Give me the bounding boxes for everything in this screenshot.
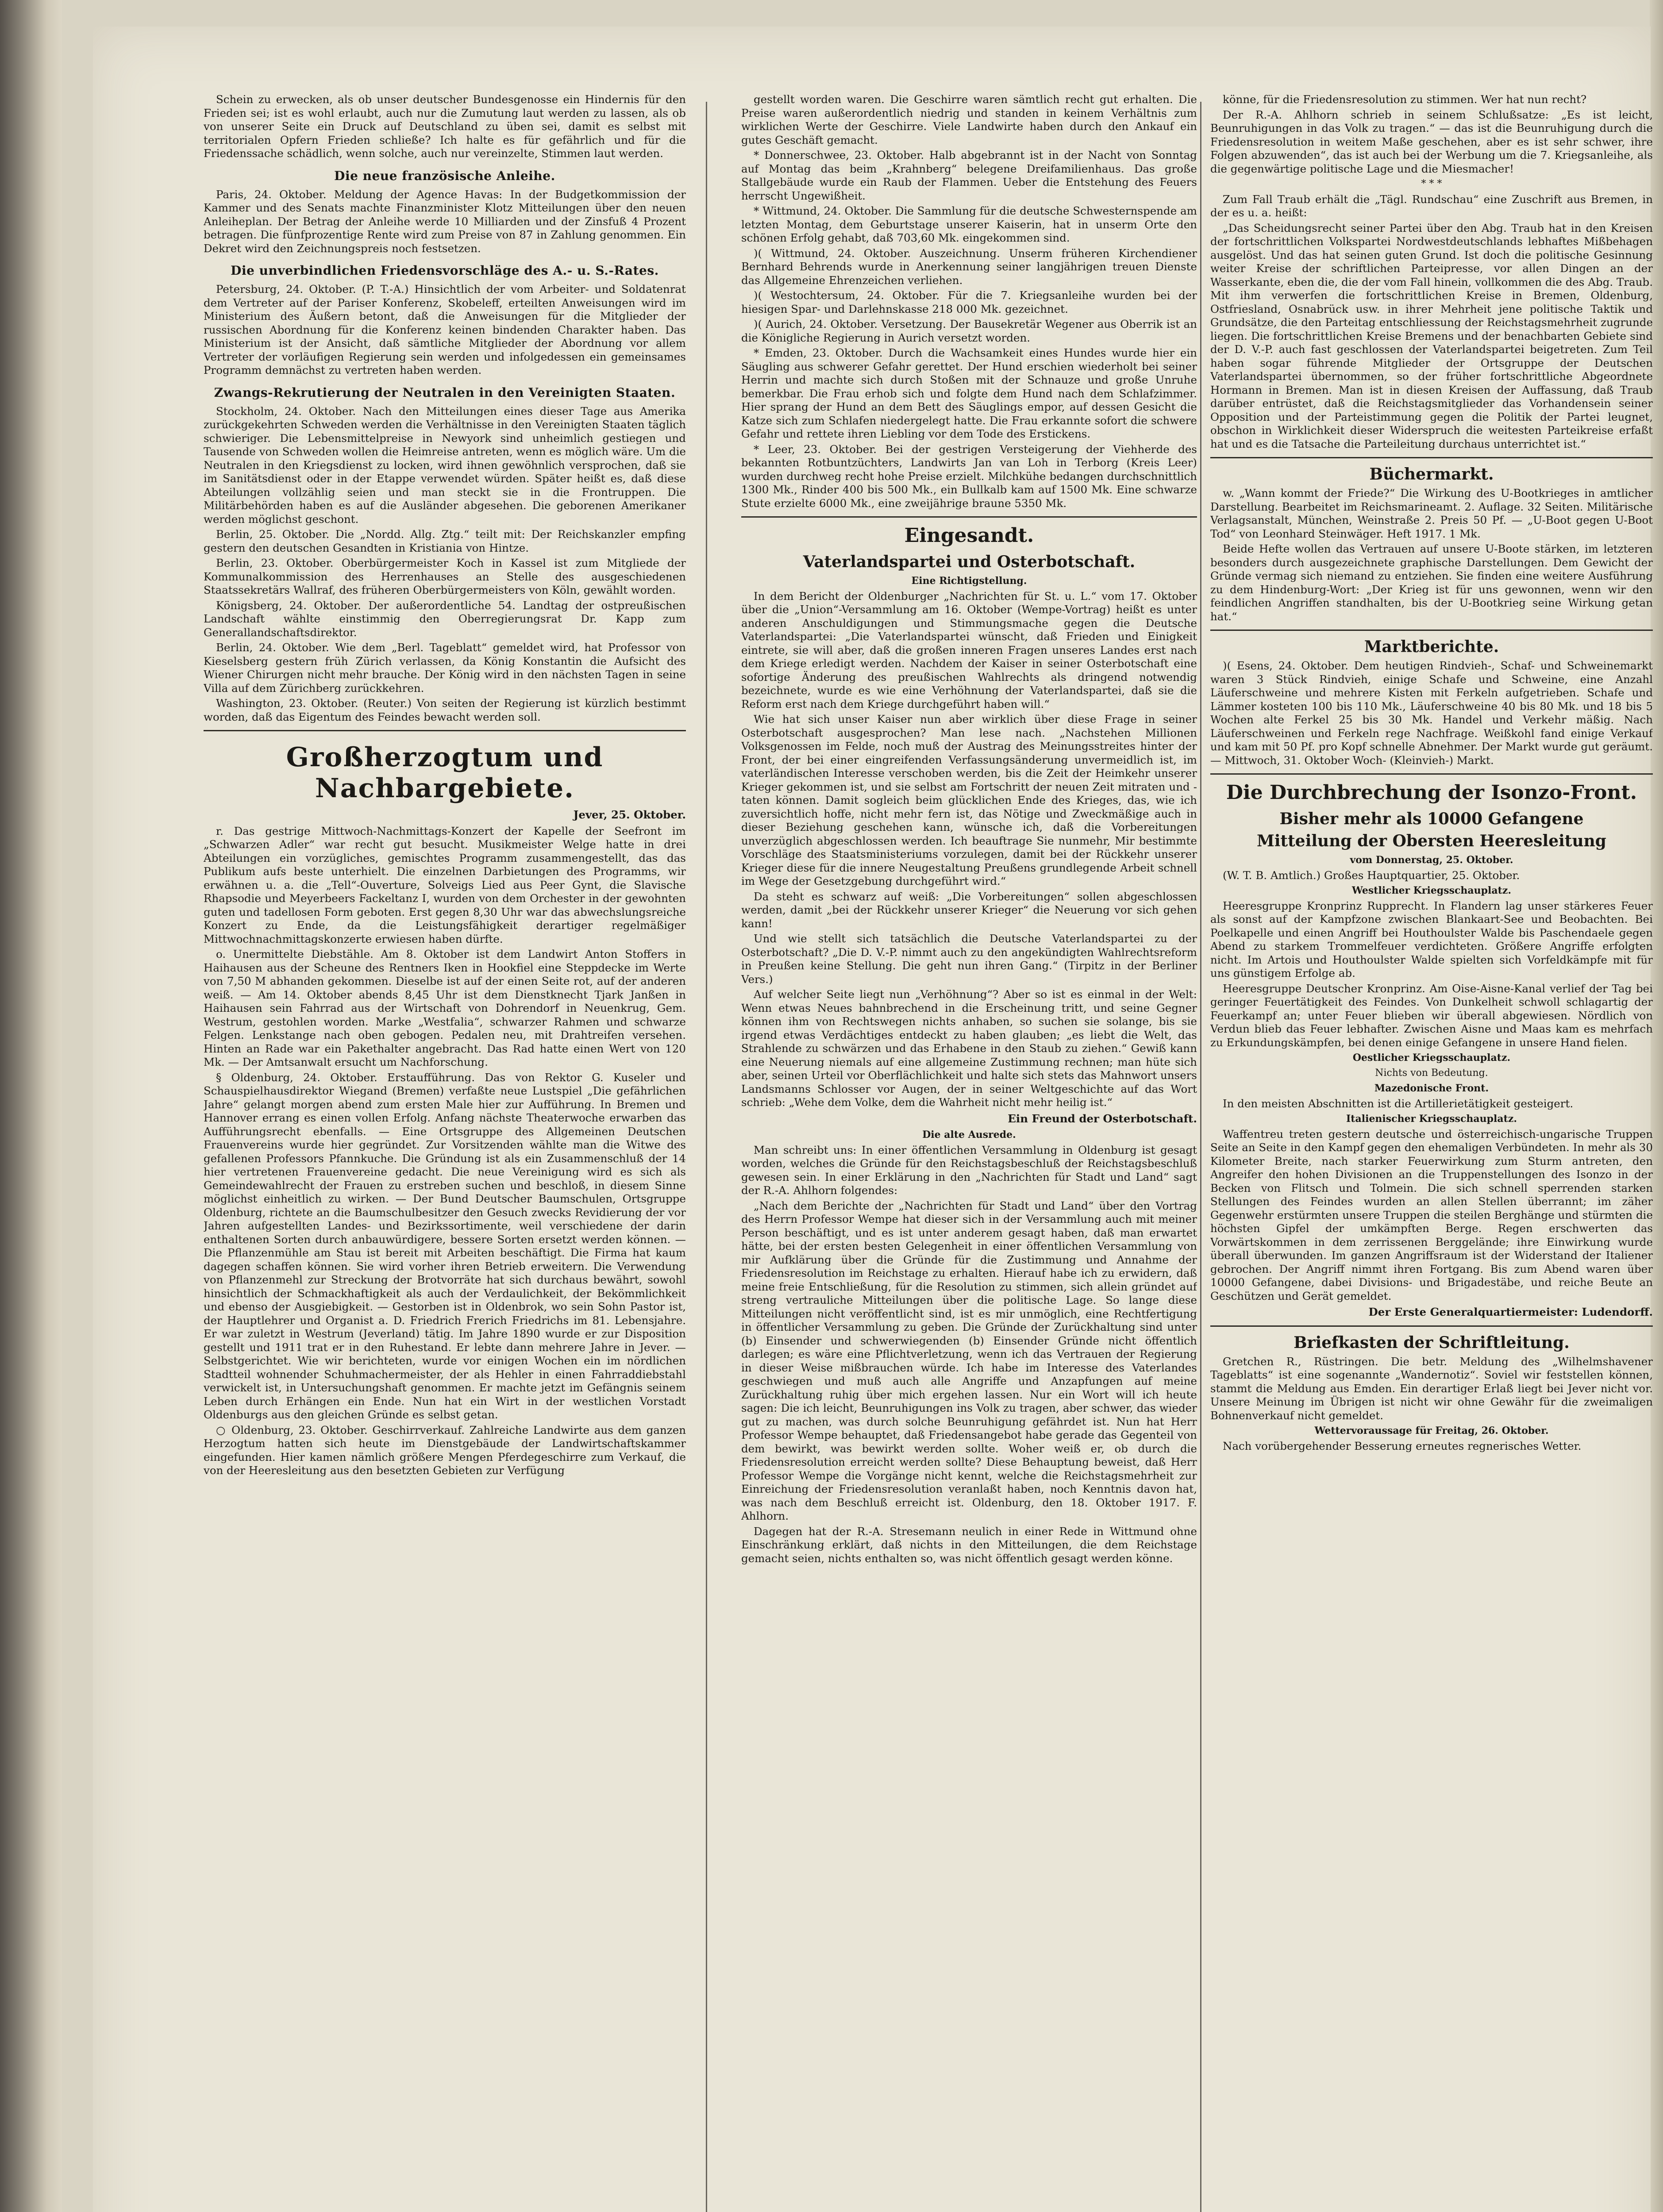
letter-paragraph-3: Da steht es schwarz auf weiß: „Die Vorbereitungen“ sollen abgeschlossen werden, damit „bei der Rückkehr unserer Krieger“ die Neuerung vor sich gehen kann!: [741, 890, 1197, 930]
column-2: [741, 93, 1197, 2212]
letter-paragraph-4: Und wie stellt sich tatsächlich die Deutsche Vaterlandspartei zu der Osterbotschaft? „Die D. V.-P. nimmt auch zu den angekündigten Wahlrechtsreform in Preußen keine Stellung. Die geht nun ihren Gang.“ (Tirpitz in der Berliner Vers.): [741, 932, 1197, 986]
books-paragraph-2: Beide Hefte wollen das Vertrauen auf unsere U-Boote stärken, im letzteren besonders durch ausgezeichnete graphische Darstellungen. Dem Gewicht der Gründe vermag sich niemand zu entziehen. Sie finden eine weitere Ausführung zu dem Hindenburg-Wort: „Der Krieg ist für uns gewonnen, wenn wir den feindlichen Angriffen standhalten, bis der U-Bootkrieg seine Wirkung getan hat.“: [1210, 542, 1653, 623]
headline-peace-proposals: Die unverbindlichen Friedensvorschläge des A.- u. S.-Rates.: [231, 263, 659, 278]
ohl-italian-text: Waffentreu treten gestern deutsche und österreichisch-ungarische Truppen Seite an Seite in den Kampf gegen den ehemaligen Verbündeten. In mehr als 30 Kilometer Breite, nach starker Feuerwirkung zum Sturm antreten, den Angreifer den hohen Divisionen an die Truppenstellungen des Isonzo in der Becken von Flitsch und Tolmein. Die sich schnell sperrenden starken Stellungen des Feindes wurden an allen Stellen überrannt; im zäher Gegenwehr erstürmten unsere Truppen die steilen Berghänge und stürmten die höchsten Gipfel der umkämpften Berge. Regen erschwerten das Vorwärtskommen in dem zerrissenen Berggelände; ihre Einwirkung wurde überall überwunden. Im ganzen Angriffsraum ist der Widerstand der Italiener gebrochen. Der Angriff nimmt ihren Fortgang. Bis zum Abend waren über 10000 Gefangene, dabei Divisions- und Brigadestäbe, und reiche Beute an Geschützen und Gerät gemeldet.: [1210, 1127, 1653, 1302]
letter-signature: Ein Freund der Osterbotschaft.: [1008, 1112, 1197, 1125]
column-rule-1: [706, 102, 707, 2212]
news-westochtersum: )( Westochtersum, 24. Oktober. Für die 7. Kriegsanleihe wurden bei der hiesigen Spar- und Darlehnskasse 218 000 Mk. gezeichnet.: [741, 289, 1197, 315]
weather-heading: Wettervoraussage für Freitag, 26. Oktober.: [1314, 1425, 1549, 1436]
letter-paragraph-1: In dem Bericht der Oldenburger „Nachrichten für St. u. L.“ vom 17. Oktober über die „Union“-Versammlung am 16. Oktober (Wempe-Vortrag) heißt es unter anderen Anschuldigungen und Stimmungsmache gegen die Deutsche Vaterlandspartei: „Die Vaterlandspartei wünscht, daß Frieden und Einigkeit eintrete, sie will aber, daß die großen inneren Fragen unseres Landes erst nach dem Kriege erledigt werden. Nachdem der Kaiser in seiner Osterbotschaft eine sofortige Änderung des preußischen Wahlrechts als dringend notwendig bezeichnete, wurde es wie eine Verhöhnung der Vaterlandspartei, daß sie die Reform erst nach dem Kriege durchgeführt haben will.“: [741, 589, 1197, 710]
column-1: [204, 93, 686, 2212]
news-wittmund-award: )( Wittmund, 24. Oktober. Auszeichnung. Unserm früheren Kirchendiener Bernhard Behrends wurde in Anerkennung seiner langjährigen treuen Dienste das Allgemeine Ehrenzeichen verliehen.: [741, 246, 1197, 287]
ohl-rupprecht: Heeresgruppe Kronprinz Rupprecht. In Flandern lag unser stärkeres Feuer als sonst auf der Kampfzone zwischen Blankaart-See und Beobachten. Bei Poelkapelle und einen Angriff bei Houthoulster Walde bis Paschendaele gegen Abend zu starkem Trommelfeuer verdichteten. Größere Angriffe erfolgten nicht. Im Artois und Houthoulster Walde spielten sich Vorfeldkämpfe mit für uns günstigem Erfolge ab.: [1210, 899, 1653, 979]
article-peace-proposals: Petersburg, 24. Oktober. (P. T.-A.) Hinsichtlich der vom Arbeiter- und Soldatenrat dem Vertreter auf der Pariser Konferenz, Skobeleff, erteilten Anweisungen wird im Ministerium des Äußern betont, daß die Anweisungen für die Mitglieder der russischen Abordnung für die Konferenz keinen bindenden Charakter haben. Das Ministerium ist der Ansicht, daß sämtliche Mitglieder der Abordnung vor allem Vertreter der vorläufigen Regierung sein werden und infolgedessen ein gemeinsames Programm demnächst zu vertreten haben werden.: [204, 283, 686, 376]
divider: [1210, 457, 1653, 458]
heading-alte-ausrede: Die alte Ausrede.: [922, 1129, 1016, 1141]
news-donnerschwee: * Donnerschwee, 23. Oktober. Halb abgebrannt ist in der Nacht von Sonntag auf Montag das beim „Krahnberg“ belegene Dreifamilienhaus. Das große Stallgebäude wurde ein Raub der Flammen. Ueber die Entstehung des Feuers herrscht Ungewißheit.: [741, 149, 1197, 202]
briefkasten-text: Gretchen R., Rüstringen. Die betr. Meldung des „Wilhelmshavener Tageblatts“ ist eine sogenannte „Wandernotiz“. Soviel wir feststellen können, stammt die Meldung aus Emden. Ein derartiger Erlaß liegt bei Jever nicht vor. Unsere Meinung im Übrigen ist nicht wir ohne Gewähr für die zweimaligen Bohnenverkauf nicht gemeldet.: [1210, 1355, 1653, 1422]
east-front-text: Nichts von Bedeutung.: [1375, 1067, 1488, 1079]
ohl-date: vom Donnerstag, 25. Oktober.: [1350, 854, 1513, 866]
heading-eingesandt: Eingesandt.: [904, 524, 1034, 547]
news-aurich: )( Aurich, 24. Oktober. Versetzung. Der Bausekretär Wegener aus Oberrik ist an die Königliche Regierung in Aurich versetzt worden.: [741, 318, 1197, 344]
col3-traub-text: „Das Scheidungsrecht seiner Partei über den Abg. Traub hat in den Kreisen der fortschrittlichen Volkspartei Nordwestdeutschlands lebhaftes Mißbehagen ausgelöst. Und das hat seinen guten Grund. Ist doch die politische Gesinnung weiter Kreise der schriftlichen Parteipresse, vor allen Dingen an der Wasserkante, eben die, die der vom Fall hinein, vollkommen die des Abg. Traub. Mit ihm verwerfen die fortschrittlichen Kreise in Bremen, Oldenburg, Ostfriesland, Osnabrück usw. in ihrer Mehrheit jene politische Taktik und Grundsätze, die den Parteitag entschliessung der Reichstagsmehrheit zugrunde liegen. Die fortschrittlichen Kreise Bremens und der benachbarten Gebiete sind der D. V.-P. auch fast geschlossen der Vaterlandspartei beigetreten. Zum Teil haben sogar führende Mitglieder der Ortsgruppe der Deutschen Vaterlandspartei übernommen, so der früher fortschrittliche Abgeordnete Hormann in Bremen. Man ist in diesen Kreisen der Auffassung, daß Traub darüber entrüstet, daß die Reichstagsmitglieder das Vorhandensein seiner Opposition und der Parteistimmung gegen die Politik der Partei leugnet, obschon in Wirklichkeit dieser Widerspruch die weitesten Parteikreise erfaßt hat und es die Tatsache die Parteileitung durchaus unterrichtet ist.“: [1210, 221, 1653, 450]
heading-marktberichte: Marktberichte.: [1364, 637, 1499, 656]
divider: [1210, 630, 1653, 631]
column-rule-2: [1200, 102, 1201, 2212]
local-thefts: o. Unermittelte Diebstähle. Am 8. Oktober ist dem Landwirt Anton Stoffers in Haihausen aus der Scheune des Rentners Iken in Hookfiel eine Steppdecke im Werte von 7,50 M abhanden gekommen. Dieselbe ist auf der einen Seite rot, auf der anderen weiß. — Am 14. Oktober abends 8,45 Uhr ist dem Dienstknecht Tjark Janßen in Haihausen sein Fahrrad aus der Wirtschaft von Dohrendorf in Neuenkrug, Gem. Westrum, gestohlen worden. Marke „Westfalia“, schwarzer Rahmen und schwarze Felgen. Lenkstange nach oben gebogen. Pedalen neu, mit Drahtreifen versehen. Hinten an Rade war ein Pakethalter angebracht. Das Rad hatte einen Wert von 120 Mk. — Der Amtsanwalt ersucht um Nachforschung.: [204, 948, 686, 1068]
column-3: [1210, 93, 1653, 2212]
article-berlin-chancellor: Berlin, 25. Oktober. Die „Nordd. Allg. Ztg.“ teilt mit: Der Reichskanzler empfing gestern den deutschen Gesandten in Kristiania von Hintze.: [204, 528, 686, 554]
news-emden-dog: * Emden, 23. Oktober. Durch die Wachsamkeit eines Hundes wurde hier ein Säugling aus schwerer Gefahr gerettet. Der Hund erschien wiederholt bei seiner Herrin und machte sich durch Stoßen mit der Schnauze und große Unruhe bemerkbar. Die Frau erhob sich und folgte dem Hund nach dem Schlafzimmer. Hier sprang der Hund an dem Bett des Säuglings empor, auf dessen Gesicht die Katze sich zum Schlafen niedergelegt hatte. Die Frau erkannte sofort die schwere Gefahr und rettete ihren Liebling vor dem Tode des Erstickens.: [741, 346, 1197, 440]
subheading-richtigstellung: Eine Richtigstellung.: [911, 575, 1027, 587]
heading-macedonian-front: Mazedonische Front.: [1374, 1083, 1489, 1094]
headline-prisoners: Bisher mehr als 10000 Gefangene: [1279, 810, 1584, 828]
col3-ahlhorn: Der R.-A. Ahlhorn schrieb in seinem Schlußsatze: „Es ist leicht, Beunruhigungen in das Volk zu tragen.“ — das ist die Beunruhigung durch die Friedensresolution in weitem Maße geschehen, aber es ist sehr schwer, ihre Folgen abzuwenden“, das ist auch bei der Werbung um die 7. Kriegsanleihe, als die gegenwärtige politische Lage und die Miesmacher!: [1210, 108, 1653, 175]
divider: [741, 516, 1197, 518]
article-koenigsberg: Königsberg, 24. Oktober. Der außerordentliche 54. Landtag der ostpreußischen Landschaft wählte einstimmig den Oberregierungsrat Dr. Kapp zum Generallandschaftsdirektor.: [204, 599, 686, 639]
letter-paragraph-5: Auf welcher Seite liegt nun „Verhöhnung“? Aber so ist es einmal in der Welt: Wenn etwas Neues bahnbrechend in die Erscheinung tritt, und seine Gegner können ihm von Rechtswegen nichts anhaben, so suchen sie solange, bis sie irgend etwas Verdächtiges entdeckt zu haben glauben; „es liebt die Welt, das Strahlende zu schwärzen und das Erhabene in den Staub zu ziehen.“ Gewiß kann eine Neuerung niemals auf eine allgemeine Zustimmung rechnen; man hüte sich aber, seinen Urteil vor Oberflächlichkeit und halte sich stets das Mahnwort unsers Landsmanns Schlosser vor Augen, der in seiner Weltgeschichte auf das Wort schrieb: „Wehe dem Volke, dem die Wahrheit nicht mehr heilig ist.“: [741, 988, 1197, 1109]
divider: [204, 730, 686, 731]
heading-east-front: Oestlicher Kriegsschauplatz.: [1352, 1052, 1511, 1064]
article-berlin-king: Berlin, 24. Oktober. Wie dem „Berl. Tageblatt“ gemeldet wird, hat Professor von Kieselsberg gestern früh Zürich verlassen, da König Konstantin die Aufsicht des Wiener Chirurgen nicht mehr brauche. Der König wird in den nächsten Tagen in seine Villa auf dem Zürichberg zurückkehren.: [204, 641, 686, 695]
divider: [1210, 1325, 1653, 1327]
article-recruitment: Stockholm, 24. Oktober. Nach den Mitteilungen eines dieser Tage aus Amerika zurückgekehrten Schweden werden die Verhältnisse in den Vereinigten Staaten täglich schwieriger. Die Lebensmittelpreise in Newyork sind unheimlich gestiegen und Tausende von Schweden wollen die Heimreise antreten, wenn es möglich wäre. Um die Neutralen in den Kriegsdienst zu locken, wird ihnen gewöhnlich versprochen, daß sie im Sanitätsdienst oder in der Etappe verwendet würden. Später heißt es, daß diese Abteilungen vollzählig seien und man steckt sie in die Frontruppen. Die Militärbehörden haben es auf die Ausländer abgesehen. Die geborenen Amerikaner werden möglichst geschont.: [204, 404, 686, 526]
ausrede-paragraph-1: Man schreibt uns: In einer öffentlichen Versammlung in Oldenburg ist gesagt worden, welches die Gründe für den Reichstagsbeschluß der Reichstagsbeschluß gewesen sein. In einer Erklärung in den „Nachrichten für Stadt und Land“ sagt der R.-A. Ahlhorn folgendes:: [741, 1143, 1197, 1197]
letter-paragraph-2: Wie hat sich unser Kaiser nun aber wirklich über diese Frage in seiner Osterbotschaft ausgesprochen? Man lese nach. „Nachstehen Millionen Volksgenossen im Felde, noch muß der Austrag des Meinungsstreites hinter der Front, der bei einer eingreifenden Verfassungsänderung unvermeidlich ist, im vaterländischen Interesse verschoben werden, bis die Zeit der Heimkehr unserer Krieger gekommen ist, und sie selbst am Fortschritt der neuen Zeit mitraten und -taten können. Damit sogleich beim glücklichen Ende des Krieges, das, wie ich zuversichtlich hoffe, nicht mehr fern ist, das Nötige und Zweckmäßige auch in dieser Beziehung geschehen kann, wünsche ich, daß die Vorbereitungen unverzüglich abgeschlossen werden. Ich beauftrage Sie nunmehr, Mir bestimmte Vorschläge des Staatsministeriums vorzulegen, damit bei der Rückkehr unserer Krieger diese für die innere Neugestaltung Preußens grundlegende Arbeit schnell im Wege der Gesetzgebung durchgeführt wird.“: [741, 713, 1197, 887]
article-washington: Washington, 23. Oktober. (Reuter.) Von seiten der Regierung ist kürzlich bestimmt worden, daß das Eigentum des Feindes bewacht werden soll.: [204, 697, 686, 723]
headline-recruitment: Zwangs-Rekrutierung der Neutralen in den Vereinigten Staaten.: [214, 385, 676, 400]
local-oldenburg-harness-sale: ○ Oldenburg, 23. Oktober. Geschirrverkauf. Zahlreiche Landwirte aus dem ganzen Herzogtum hatten sich heute im Dienstgebäude der Landwirtschaftskammer eingefunden. Hier kamen nämlich größere Mengen Pferdegeschirre zum Verkauf, die von der Heeresleitung aus den besetzten Gebieten zur Verfügung: [204, 1423, 686, 1477]
article-french-loan: Paris, 24. Oktober. Meldung der Agence Havas: In der Budgetkommission der Kammer und des Senats machte Finanzminister Klotz Mitteilungen über den neuen Anleiheplan. Der Betrag der Anleihe werde 10 Milliarden und der Zinsfuß 4 Prozent betragen. Die fünfprozentige Rente wird zum Preise von 87 in Zahlung genommen. Ein Dekret wird den Zeichnungspreis noch festsetzen.: [204, 188, 686, 255]
scan-binding-edge: [0, 0, 62, 2212]
heading-vaterlandspartei: Vaterlandspartei und Osterbotschaft.: [803, 553, 1136, 571]
local-oldenburg-premiere: § Oldenburg, 24. Oktober. Erstaufführung. Das von Rektor G. Kuseler und Schauspielhausdirektor Wiegand (Bremen) verfaßte neue Lustspiel „Die gefährlichen Jahre“ gelangt morgen abend zum ersten Male hier zur Aufführung. In Bremen und Hannover errang es einen vollen Erfolg. Anfang nächste Theaterwoche erwarben das Aufführungsrecht ebenfalls. — Eine Ortsgruppe des Allgemeinen Deutschen Frauenvereins wurde hier gegründet. Zur Vorsitzenden wählte man die Witwe des gefallenen Professors Pfannkuche. Die Gründung ist als ein Zusammenschluß der 14 hier vertretenen Frauenvereine gedacht. Die neue Vereinigung wird es sich als Gemeindewahlrecht der Frauen zu erstreben suchen und beschloß, in diesem Sinne möglichst einheitlich zu wirken. — Der Bund Deutscher Baumschulen, Ortsgruppe Oldenburg, richtete an die Baumschulbesitzer den Gesuch zwecks Revidierung der vor Jahren aufgestellten Landes- und Bezirkssortimente, weil verschiedene der darin enthaltenen Sorten durch anbauwürdigere, bessere Sorten ersetzt werden können. — Die Pflanzenmühle am Stau ist bereit mit Arbeiten beschäftigt. Die Firma hat kaum dagegen schaffen können. Sie wird vorher ihren Betrieb erweitern. Die Verwendung von Pflanzenmehl zur Streckung der Brotvorräte hat sich durchaus bewährt, sowohl hinsichtlich der Schmackhaftigkeit als auch der Verdaulichkeit, der Bekömmlichkeit und ebenso der Ausgiebigkeit. — Gestorben ist in Oldenbrok, wo sein Sohn Pastor ist, der Hauptlehrer und Organist a. D. Friedrich Frerich Friedrichs im 81. Lebensjahre. Er war zuletzt in Westrum (Jeverland) tätig. Im Jahre 1890 wurde er zur Disposition gestellt und 1911 trat er in den Ruhestand. Er lebte dann mehrere Jahre in Jever. — Selbstgerichtet. Wie wir berichteten, wurde vor einigen Wochen ein im nördlichen Stadtteil wohnender Schuhmachermeister, der als Hehler in einen Fahrraddiebstahl verwickelt ist, in Untersuchungshaft genommen. Er machte jetzt im Gefängnis seinem Leben durch Erhängen ein Ende. Nun hat ein Wirt in der westlichen Vorstadt Oldenburgs aus den gleichen Gründe es selbst getan.: [204, 1071, 686, 1421]
headline-french-loan: Die neue französische Anleihe.: [334, 168, 555, 183]
continued-harness-sale: gestellt worden waren. Die Geschirre waren sämtlich recht gut erhalten. Die Preise waren außerordentlich niedrig und standen in keinem Verhältnis zum wirklichen Werte der Geschirre. Viele Landwirte haben durch den Ankauf ein gutes Geschäft gemacht.: [741, 93, 1197, 146]
weather-text: Nach vorübergehender Besserung erneutes regnerisches Wetter.: [1223, 1439, 1582, 1452]
local-concert: r. Das gestrige Mittwoch-Nachmittags-Konzert der Kapelle der Seefront im „Schwarzen Adler“ war recht gut besucht. Musikmeister Welge hatte in drei Abteilungen ein vorzügliches, gemischtes Programm zusammengestellt, das das Publikum aufs beste unterhielt. Die einzelnen Darbietungen des Programms, wir erwähnen u. a. die „Tell“-Ouverture, Solveigs Lied aus Peer Gynt, die Slavische Rhapsodie und Meyerbeers Fackeltanz I, wurden von dem Orchester in der gewohnten guten und tadellosen Form geboten. Erst gegen 8,30 Uhr war das abwechslungsreiche Konzert zu Ende, da die Leistungsfähigkeit derartiger regelmäßiger Mittwochnachmittagskonzerte erwiesen haben dürfte.: [204, 824, 686, 945]
intro-paragraph: Schein zu erwecken, als ob unser deutscher Bundesgenosse ein Hindernis für den Frieden sei; ist es wohl erlaubt, auch nur die Zumutung laut werden zu lassen, als ob von unserer Seite ein Druck auf Deutschland zu üben sei, damit es selbst mit territorialen Opfern Frieden schließe? Ich halte es für gefährlich und für die Friedenssache schädlich, wenn solche, auch nur vereinzelte, Stimmen laut werden.: [204, 93, 686, 160]
ohl-dateline: (W. T. B. Amtlich.) Großes Hauptquartier, 25. Oktober.: [1223, 868, 1520, 882]
market-esens: )( Esens, 24. Oktober. Dem heutigen Rindvieh-, Schaf- und Schweinemarkt waren 3 Stück Rindvieh, einige Schafe und Schweine, eine Anzahl Läuferschweine und mehrere Kisten mit Ferkeln aufgetrieben. Schafe und Lämmer kosteten 100 bis 110 Mk., Läuferschweine 40 bis 80 Mk. und 18 bis 5 Wochen alte Ferkel 25 bis 30 Mk. Handel und Verkehr mäßig. Nach Läuferschweinen und Ferkeln rege Nachfrage. Weißkohl fand einige Verkauf und kam mit 50 Pf. pro Kopf schnelle Abnehmer. Der Markt wurde gut geräumt. — Mittwoch, 31. Oktober Woch- (Kleinvieh-) Markt.: [1210, 659, 1653, 767]
section-title-grossherzogtum: Großherzogtum und Nachbargebiete.: [286, 742, 604, 804]
macedonian-text: In den meisten Abschnitten ist die Artillerietätigkeit gesteigert.: [1223, 1097, 1574, 1110]
ausrede-paragraph-2: „Nach dem Berichte der „Nachrichten für Stadt und Land“ über den Vortrag des Herrn Professor Wempe hat dieser sich in der Versammlung auch mit meiner Person beschäftigt, und es ist unter anderem gesagt haben, daß man erwartet hätte, bei der ersten besten Gelegenheit in einer öffentlichen Versammlung von mir Aufklärung über die Gründe für die Zustimmung und Annahme der Friedensresolution im Reichstage zu erhalten. Hierauf habe ich zu erwidern, daß meine freie Entschließung, für die Resolution zu stimmen, sich allein gründet auf streng vertrauliche Mitteilungen über die politische Lage. So lange diese Mitteilungen nicht veröffentlicht sind, ist es mir unmöglich, eine Rechtfertigung in öffentlicher Versammlung zu geben. Die Gründe der Zurückhaltung sind unter (b) Einsender und schwerwiegenden (b) Einsender Gründe nicht öffentlich darlegen; es wäre eine Pflichtverletzung, wenn ich das Vertrauen der Regierung in dieser Weise mißbrauchen würde. Ich habe im Interesse des Vaterlandes geschwiegen und muß auch alle Angriffe und Anzapfungen auf meine Zurückhaltung ruhig über mich ergehen lassen. Nur ein Wort will ich heute sagen: Die ich leicht, Beunruhigungen ins Volk zu tragen, aber schwer, das wieder gut zu machen, was durch solche Beunruhigung gefährdet ist. Nun hat Herr Professor Wempe behauptet, daß Friedensangebot habe gerade das Gegenteil von dem bewirkt, was bewirkt werden sollte. Woher weiß er, ob durch die Friedensresolution erreicht werden sollte? Diese Behauptung beweist, daß Herr Professor Wempe die Vorgänge nicht kennt, welche die Reichstagsmehrheit zur Einreichung der Friedensresolution veranlaßt haben, noch Kenntnis davon hat, was nach dem Beschluß erreicht ist. Oldenburg, den 18. Oktober 1917. F. Ahlhorn.: [741, 1199, 1197, 1522]
books-paragraph-1: w. „Wann kommt der Friede?“ Die Wirkung des U-Bootkrieges in amtlicher Darstellung. Bearbeitet im Reichsmarineamt. 2. Auflage. 32 Seiten. Militärische Verlagsanstalt, München, Weinstraße 2. Preis 50 Pf. — „U-Boot gegen U-Boot Tod“ von Leonhard Steinwäger. Heft 1917. 1 Mk.: [1210, 487, 1653, 540]
heading-briefkasten: Briefkasten der Schriftleitung.: [1293, 1333, 1570, 1352]
divider: [1210, 773, 1653, 775]
col3-continuation: könne, für die Friedensresolution zu stimmen. Wer hat nun recht?: [1223, 93, 1587, 106]
heading-west-front: Westlicher Kriegsschauplatz.: [1352, 885, 1511, 896]
news-wittmund-collection: * Wittmund, 24. Oktober. Die Sammlung für die deutsche Schwesternspende am letzten Montag, dem Geburtstage unserer Kaiserin, hat in unserm Orte den schönen Erfolg gehabt, daß 703,60 Mk. eingekommen sind.: [741, 204, 1197, 244]
headline-isonzo: Die Durchbrechung der Isonzo-Front.: [1226, 781, 1637, 804]
heading-italian-front: Italienischer Kriegsschauplatz.: [1346, 1113, 1517, 1125]
separator-stars: * * *: [1421, 178, 1442, 189]
heading-buechermarkt: Büchermarkt.: [1369, 465, 1494, 484]
ohl-signature: Der Erste Generalquartiermeister: Ludendorff.: [1368, 1306, 1653, 1318]
col3-traub-intro: Zum Fall Traub erhält die „Tägl. Rundschau“ eine Zuschrift aus Bremen, in der es u. a. heißt:: [1210, 192, 1653, 219]
article-berlin-koch: Berlin, 23. Oktober. Oberbürgermeister Koch in Kassel ist zum Mitgliede der Kommunalkommission des Herrenhauses an Stelle des ausgeschiedenen Staatssekretärs Wallraf, des früheren Oberbürgermeisters von Köln, gewählt worden.: [204, 557, 686, 596]
headline-ohl: Mitteilung der Obersten Heeresleitung: [1257, 832, 1606, 850]
ausrede-paragraph-3: Dagegen hat der R.-A. Stresemann neulich in einer Rede in Wittmund ohne Einschränkung erklärt, daß nichts in den Mitteilungen, die dem Reichstage gemacht seien, nichts enthalten so, was nicht öffentlich gesagt werden könne.: [741, 1525, 1197, 1565]
news-leer-auction: * Leer, 23. Oktober. Bei der gestrigen Versteigerung der Viehherde des bekannten Rotbuntzüchters, Landwirts Jan van Loh in Terborg (Kreis Leer) wurden durchweg recht hohe Preise erzielt. Milchkühe bedangen durchschnittlich 1300 Mk., Rinder 400 bis 500 Mk., ein Bullkalb kam auf 1500 Mk. Eine schwarze Stute erzielte 6000 Mk., eine zweijährige braune 5350 Mk.: [741, 442, 1197, 510]
ohl-kronprinz: Heeresgruppe Deutscher Kronprinz. Am Oise-Aisne-Kanal verlief der Tag bei geringer Feuertätigkeit des Feindes. Von Dunkelheit schwoll schlagartig der Feuerkampf an; unter Feuer blieben wir überall abgewiesen. Nördlich von Verdun blieb das Feuer lebhafter. Zwischen Aisne und Maas kam es mehrfach zu Erkundungskämpfen, bei denen einige Gefangene in unsere Hand fielen.: [1210, 982, 1653, 1049]
section-date-jever: Jever, 25. Oktober.: [573, 808, 686, 821]
